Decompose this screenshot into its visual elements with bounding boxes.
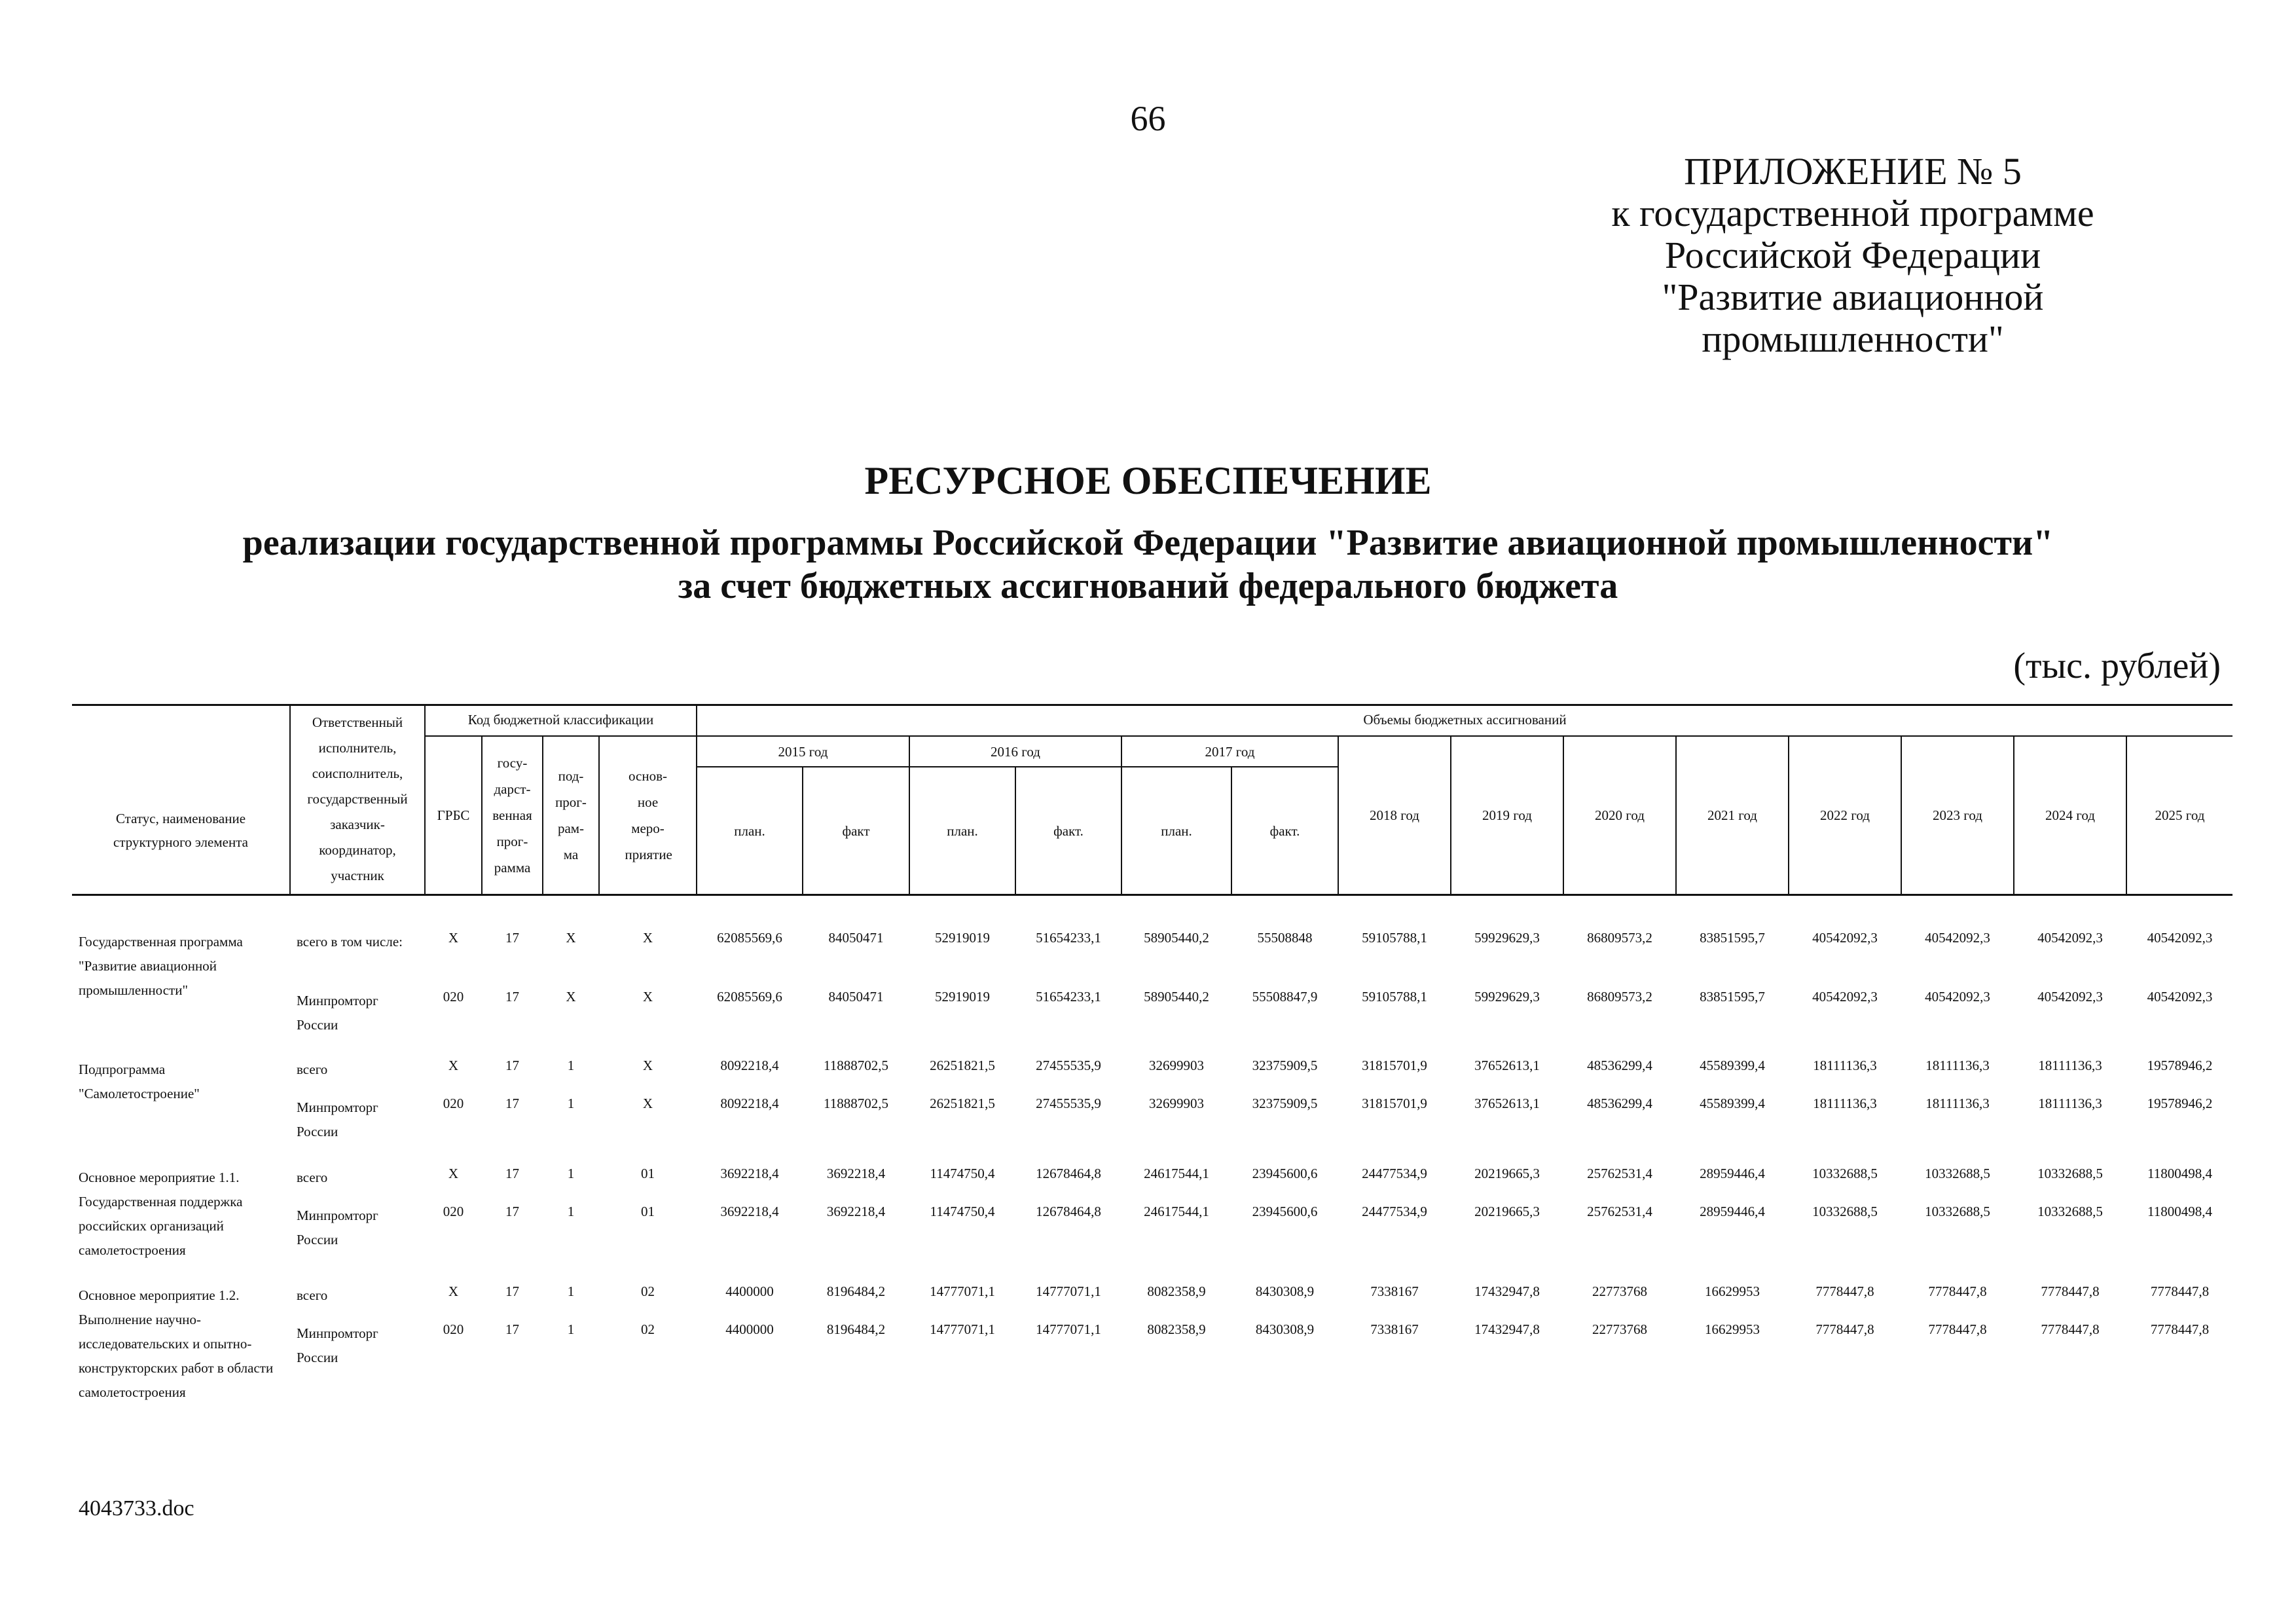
row-executor: Минпромторг России bbox=[297, 993, 378, 1033]
cell-value: 86809573,2 bbox=[1587, 989, 1652, 1005]
header-year-2025: 2025 год bbox=[2155, 807, 2205, 823]
appendix-line: к государственной программе bbox=[1611, 192, 2094, 234]
header-fact: факт bbox=[842, 822, 870, 839]
cell-value: 7778447,8 bbox=[1815, 1321, 1874, 1337]
cell-value: 59929629,3 bbox=[1474, 930, 1540, 946]
cell-value: 11888702,5 bbox=[824, 1058, 888, 1073]
cell-value: 17432947,8 bbox=[1474, 1321, 1540, 1337]
cell-gp: 17 bbox=[505, 930, 519, 946]
cell-value: 20219665,3 bbox=[1474, 1204, 1540, 1219]
cell-value: 12678464,8 bbox=[1036, 1166, 1101, 1181]
cell-value: 52919019 bbox=[935, 989, 990, 1005]
cell-value: 11888702,5 bbox=[824, 1096, 888, 1111]
cell-value: 59105788,1 bbox=[1362, 930, 1427, 946]
cell-grbs: 020 bbox=[443, 1204, 464, 1219]
cell-value: 27455535,9 bbox=[1036, 1096, 1101, 1111]
row-executor: всего bbox=[297, 1170, 328, 1185]
cell-value: 18111136,3 bbox=[2038, 1058, 2102, 1073]
table-row-group bbox=[72, 930, 2232, 1048]
cell-value: 24617544,1 bbox=[1144, 1166, 1209, 1181]
cell-value: 18111136,3 bbox=[1925, 1096, 1990, 1111]
header-status: Статус, наименование структурного элемента bbox=[113, 810, 248, 850]
cell-gp: 17 bbox=[505, 1058, 519, 1073]
cell-value: 32699903 bbox=[1149, 1058, 1204, 1073]
cell-om: 02 bbox=[641, 1283, 655, 1299]
row-status: Государственная программа "Развитие авиационной промышленности" bbox=[79, 934, 243, 998]
header-year-2023: 2023 год bbox=[1933, 807, 1982, 823]
cell-value: 22773768 bbox=[1592, 1321, 1647, 1337]
cell-value: 18111136,3 bbox=[1813, 1058, 1877, 1073]
cell-value: 24617544,1 bbox=[1144, 1204, 1209, 1219]
cell-value: 10332688,5 bbox=[1812, 1204, 1878, 1219]
cell-value: 8092218,4 bbox=[720, 1096, 779, 1111]
cell-pp: 1 bbox=[567, 1283, 575, 1299]
cell-value: 8196484,2 bbox=[826, 1283, 886, 1299]
cell-value: 58905440,2 bbox=[1144, 930, 1209, 946]
cell-value: 84050471 bbox=[828, 989, 884, 1005]
cell-pp: 1 bbox=[567, 1058, 575, 1073]
cell-pp: 1 bbox=[567, 1204, 575, 1219]
cell-value: 16629953 bbox=[1705, 1321, 1760, 1337]
appendix-line: ПРИЛОЖЕНИЕ № 5 bbox=[1684, 150, 2022, 193]
cell-value: 8092218,4 bbox=[720, 1058, 779, 1073]
table-row-group bbox=[72, 1166, 2232, 1283]
cell-grbs: 020 bbox=[443, 1321, 464, 1337]
cell-value: 28959446,4 bbox=[1700, 1204, 1765, 1219]
row-executor: всего bbox=[297, 1061, 328, 1077]
cell-value: 52919019 bbox=[935, 930, 990, 946]
cell-value: 48536299,4 bbox=[1587, 1096, 1652, 1111]
row-executor: всего bbox=[297, 1287, 328, 1303]
cell-value: 40542092,3 bbox=[2037, 989, 2103, 1005]
cell-value: 8082358,9 bbox=[1147, 1283, 1206, 1299]
cell-value: 11800498,4 bbox=[2147, 1204, 2212, 1219]
cell-value: 7778447,8 bbox=[1928, 1321, 1987, 1337]
cell-value: 10332688,5 bbox=[1812, 1166, 1878, 1181]
header-executor: Ответственный исполнитель, соисполнитель, государственный заказчик-координатор, участник bbox=[307, 714, 408, 883]
cell-gp: 17 bbox=[505, 1166, 519, 1181]
cell-value: 7338167 bbox=[1370, 1283, 1419, 1299]
cell-value: 40542092,3 bbox=[2147, 930, 2213, 946]
header-budget-code: Код бюджетной классификации bbox=[467, 712, 654, 728]
cell-value: 7338167 bbox=[1370, 1321, 1419, 1337]
row-status: Основное мероприятие 1.1. Государственная поддержка российских организаций самолетостроения bbox=[79, 1170, 243, 1258]
cell-value: 10332688,5 bbox=[1925, 1204, 1990, 1219]
cell-value: 40542092,3 bbox=[2037, 930, 2103, 946]
cell-value: 62085569,6 bbox=[717, 930, 782, 946]
cell-om: X bbox=[642, 1058, 653, 1073]
header-fact: факт. bbox=[1269, 822, 1300, 839]
appendix-line: промышленности" bbox=[1702, 318, 2004, 360]
cell-value: 18111136,3 bbox=[2038, 1096, 2102, 1111]
cell-value: 8196484,2 bbox=[826, 1321, 886, 1337]
footer-doc-id: 4043733.doc bbox=[79, 1496, 194, 1521]
cell-value: 32375909,5 bbox=[1252, 1096, 1318, 1111]
row-executor: всего в том числе: bbox=[297, 934, 403, 950]
cell-value: 17432947,8 bbox=[1474, 1283, 1540, 1299]
cell-value: 20219665,3 bbox=[1474, 1166, 1540, 1181]
cell-grbs: 020 bbox=[443, 989, 464, 1005]
header-year-2024: 2024 год bbox=[2045, 807, 2095, 823]
cell-value: 40542092,3 bbox=[1812, 930, 1878, 946]
cell-grbs: X bbox=[448, 930, 459, 946]
cell-om: X bbox=[642, 930, 653, 946]
cell-value: 18111136,3 bbox=[1925, 1058, 1990, 1073]
cell-value: 8430308,9 bbox=[1255, 1321, 1315, 1337]
cell-value: 7778447,8 bbox=[2041, 1283, 2100, 1299]
cell-value: 22773768 bbox=[1592, 1283, 1647, 1299]
cell-value: 31815701,9 bbox=[1362, 1096, 1427, 1111]
cell-pp: X bbox=[566, 989, 576, 1005]
cell-value: 32699903 bbox=[1149, 1096, 1204, 1111]
cell-value: 51654233,1 bbox=[1036, 930, 1101, 946]
header-gp: госу-дарст-венная прог-рамма bbox=[492, 755, 532, 876]
cell-value: 25762531,4 bbox=[1587, 1204, 1652, 1219]
cell-value: 7778447,8 bbox=[2041, 1321, 2100, 1337]
cell-value: 24477534,9 bbox=[1362, 1204, 1427, 1219]
units-label: (тыс. рублей) bbox=[2013, 646, 2221, 686]
row-status: Основное мероприятие 1.2. Выполнение научно-исследовательских и опытно-конструкторских работ в области самолетостроения bbox=[79, 1287, 274, 1400]
cell-value: 40542092,3 bbox=[1925, 930, 1990, 946]
cell-value: 86809573,2 bbox=[1587, 930, 1652, 946]
header-fact: факт. bbox=[1053, 822, 1084, 839]
subtitle-line: реализации государственной программы Российской Федерации "Развитие авиационной промышленности" bbox=[242, 523, 2054, 563]
cell-value: 14777071,1 bbox=[930, 1283, 995, 1299]
cell-value: 10332688,5 bbox=[2037, 1166, 2103, 1181]
cell-value: 11800498,4 bbox=[2147, 1166, 2212, 1181]
row-executor: Минпромторг России bbox=[297, 1325, 378, 1365]
cell-value: 3692218,4 bbox=[826, 1166, 886, 1181]
header-year-2021: 2021 год bbox=[1707, 807, 1757, 823]
cell-om: X bbox=[642, 989, 653, 1005]
cell-grbs: X bbox=[448, 1283, 459, 1299]
header-main-activity: основ-ное меро-приятие bbox=[625, 768, 672, 862]
cell-value: 83851595,7 bbox=[1700, 930, 1765, 946]
cell-value: 14777071,1 bbox=[930, 1321, 995, 1337]
table-row-group bbox=[72, 1058, 2232, 1149]
cell-pp: X bbox=[566, 930, 576, 946]
cell-value: 23945600,6 bbox=[1252, 1204, 1318, 1219]
header-plan: план. bbox=[947, 822, 978, 839]
document-subtitle bbox=[0, 521, 2296, 608]
cell-value: 27455535,9 bbox=[1036, 1058, 1101, 1073]
subtitle-line: за счет бюджетных ассигнований федерального бюджета bbox=[678, 566, 1618, 606]
cell-value: 16629953 bbox=[1705, 1283, 1760, 1299]
cell-value: 59105788,1 bbox=[1362, 989, 1427, 1005]
cell-value: 62085569,6 bbox=[717, 989, 782, 1005]
cell-value: 40542092,3 bbox=[1925, 989, 1990, 1005]
cell-gp: 17 bbox=[505, 1321, 519, 1337]
cell-value: 55508847,9 bbox=[1252, 989, 1318, 1005]
cell-value: 32375909,5 bbox=[1252, 1058, 1318, 1073]
cell-value: 3692218,4 bbox=[720, 1204, 779, 1219]
cell-gp: 17 bbox=[505, 1283, 519, 1299]
header-year-2016: 2016 год bbox=[991, 743, 1040, 760]
cell-value: 3692218,4 bbox=[720, 1166, 779, 1181]
cell-value: 7778447,8 bbox=[2150, 1283, 2210, 1299]
cell-grbs: 020 bbox=[443, 1096, 464, 1111]
header-volumes: Объемы бюджетных ассигнований bbox=[1363, 712, 1567, 728]
row-status: Подпрограмма "Самолетостроение" bbox=[79, 1061, 200, 1101]
cell-value: 19578946,2 bbox=[2147, 1096, 2213, 1111]
cell-gp: 17 bbox=[505, 989, 519, 1005]
cell-gp: 17 bbox=[505, 1204, 519, 1219]
table-row-group bbox=[72, 1283, 2232, 1454]
cell-gp: 17 bbox=[505, 1096, 519, 1111]
cell-value: 28959446,4 bbox=[1700, 1166, 1765, 1181]
header-grbs: ГРБС bbox=[437, 807, 470, 823]
cell-value: 26251821,5 bbox=[930, 1058, 995, 1073]
cell-grbs: X bbox=[448, 1058, 459, 1073]
cell-value: 24477534,9 bbox=[1362, 1166, 1427, 1181]
cell-value: 40542092,3 bbox=[2147, 989, 2213, 1005]
cell-pp: 1 bbox=[567, 1321, 575, 1337]
cell-value: 37652613,1 bbox=[1474, 1058, 1540, 1073]
cell-value: 14777071,1 bbox=[1036, 1283, 1101, 1299]
appendix-line: Российской Федерации bbox=[1664, 234, 2041, 276]
header-year-2017: 2017 год bbox=[1205, 743, 1255, 760]
cell-value: 58905440,2 bbox=[1144, 989, 1209, 1005]
header-year-2018: 2018 год bbox=[1370, 807, 1419, 823]
cell-value: 23945600,6 bbox=[1252, 1166, 1318, 1181]
cell-value: 14777071,1 bbox=[1036, 1321, 1101, 1337]
cell-value: 18111136,3 bbox=[1813, 1096, 1877, 1111]
cell-value: 45589399,4 bbox=[1700, 1096, 1765, 1111]
header-plan: план. bbox=[1161, 822, 1192, 839]
cell-value: 4400000 bbox=[725, 1321, 774, 1337]
rule bbox=[72, 894, 2232, 896]
cell-value: 4400000 bbox=[725, 1283, 774, 1299]
row-executor: Минпромторг России bbox=[297, 1208, 378, 1247]
header-year-2019: 2019 год bbox=[1482, 807, 1532, 823]
document-title: РЕСУРСНОЕ ОБЕСПЕЧЕНИЕ bbox=[864, 459, 1432, 502]
cell-value: 11474750,4 bbox=[930, 1204, 995, 1219]
header-plan: план. bbox=[734, 822, 765, 839]
cell-value: 12678464,8 bbox=[1036, 1204, 1101, 1219]
cell-pp: 1 bbox=[567, 1096, 575, 1111]
cell-value: 55508848 bbox=[1257, 930, 1313, 946]
cell-value: 7778447,8 bbox=[1815, 1283, 1874, 1299]
header-year-2022: 2022 год bbox=[1820, 807, 1870, 823]
cell-value: 51654233,1 bbox=[1036, 989, 1101, 1005]
cell-value: 45589399,4 bbox=[1700, 1058, 1765, 1073]
header-subprogram: под-прог-рам-ма bbox=[555, 768, 587, 862]
cell-value: 25762531,4 bbox=[1587, 1166, 1652, 1181]
cell-value: 48536299,4 bbox=[1587, 1058, 1652, 1073]
cell-value: 26251821,5 bbox=[930, 1096, 995, 1111]
header-year-2020: 2020 год bbox=[1595, 807, 1645, 823]
cell-value: 59929629,3 bbox=[1474, 989, 1540, 1005]
cell-value: 40542092,3 bbox=[1812, 989, 1878, 1005]
cell-grbs: X bbox=[448, 1166, 459, 1181]
cell-value: 7778447,8 bbox=[2150, 1321, 2210, 1337]
cell-value: 19578946,2 bbox=[2147, 1058, 2213, 1073]
cell-om: X bbox=[642, 1096, 653, 1111]
cell-value: 84050471 bbox=[828, 930, 884, 946]
cell-value: 10332688,5 bbox=[1925, 1166, 1990, 1181]
cell-om: 01 bbox=[641, 1166, 655, 1181]
cell-om: 01 bbox=[641, 1204, 655, 1219]
appendix-line: "Развитие авиационной bbox=[1662, 276, 2044, 318]
header-year-2015: 2015 год bbox=[778, 743, 828, 760]
cell-value: 8082358,9 bbox=[1147, 1321, 1206, 1337]
cell-value: 37652613,1 bbox=[1474, 1096, 1540, 1111]
cell-value: 10332688,5 bbox=[2037, 1204, 2103, 1219]
appendix-block bbox=[1597, 151, 2108, 360]
cell-value: 7778447,8 bbox=[1928, 1283, 1987, 1299]
cell-pp: 1 bbox=[567, 1166, 575, 1181]
cell-value: 83851595,7 bbox=[1700, 989, 1765, 1005]
cell-value: 31815701,9 bbox=[1362, 1058, 1427, 1073]
cell-value: 8430308,9 bbox=[1255, 1283, 1315, 1299]
cell-value: 3692218,4 bbox=[826, 1204, 886, 1219]
cell-value: 11474750,4 bbox=[930, 1166, 995, 1181]
cell-om: 02 bbox=[641, 1321, 655, 1337]
page-number: 66 bbox=[1130, 99, 1166, 138]
row-executor: Минпромторг России bbox=[297, 1099, 378, 1139]
